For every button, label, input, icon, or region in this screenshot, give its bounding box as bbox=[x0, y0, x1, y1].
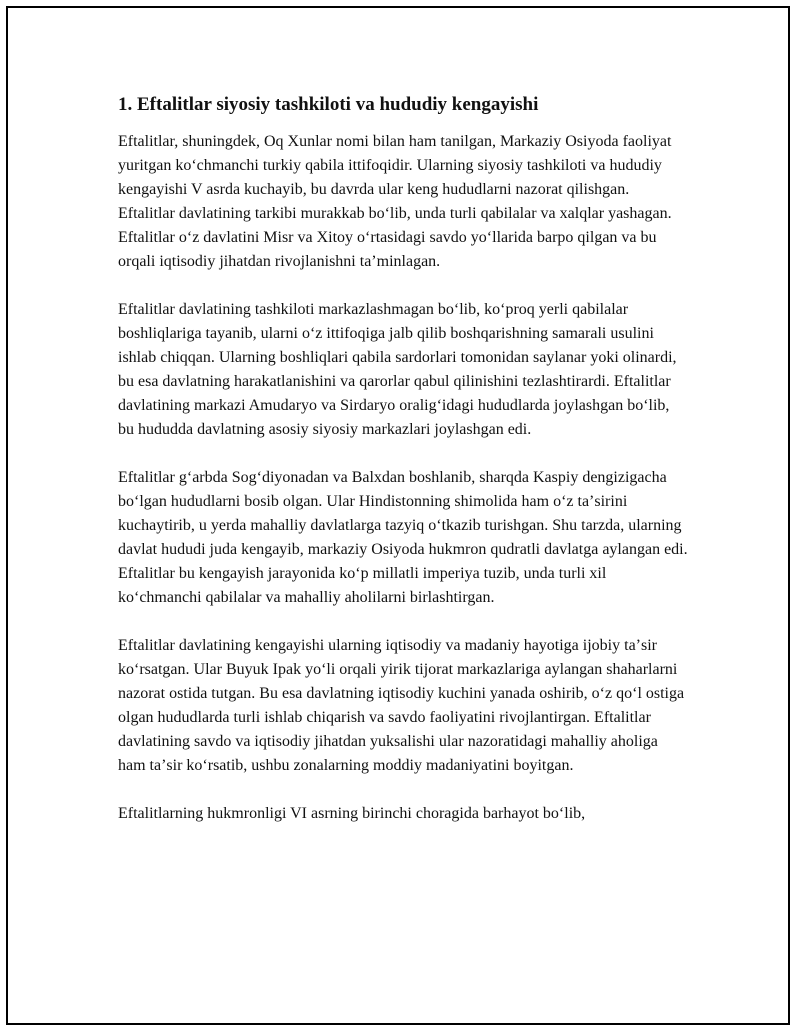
paragraph-2: Eftalitlar davlatining tashkiloti markazlashmagan boʻlib, koʻproq yerli qabilalar boshliqlariga tayanib, ularni oʻz ittifoqiga jalb qilib boshqarishning samarali usulini ishlab chiqqan. Ularning boshliqlari qabila sardorlari tomonidan saylanar yoki olinardi, bu esa davlatning harakatlanishini va qarorlar qabul qilinishini tezlashtirardi. Eftalitlar davlatining markazi Amudaryo va Sirdaryo oraligʻidagi hududlarda joylashgan boʻlib, bu hududda davlatning asosiy siyosiy markazlari joylashgan edi. bbox=[118, 301, 677, 438]
paragraph-1: Eftalitlar, shuningdek, Oq Xunlar nomi bilan ham tanilgan, Markaziy Osiyoda faoliyat yuritgan koʻchmanchi turkiy qabila ittifoqidir. Ularning siyosiy tashkiloti va hududiy kengayishi V asrda kuchayib, bu davrda ular keng hududlarni nazorat qilishgan. Eftalitlar davlatining tarkibi murakkab boʻlib, unda turli qabilalar va xalqlar yashagan. Eftalitlar oʻz davlatini Misr va Xitoy oʻrtasidagi savdo yoʻllarida barpo qilgan va bu orqali iqtisodiy jihatdan rivojlanishni taʼminlagan. bbox=[118, 133, 672, 270]
paragraph-3: Eftalitlar gʻarbda Sogʻdiyonadan va Balxdan boshlanib, sharqda Kaspiy dengizigacha boʻlgan hududlarni bosib olgan. Ular Hindistonning shimolida ham oʻz taʼsirini kuchaytirib, u yerda mahalliy davlatlarga tazyiq oʻtkazib turishgan. Shu tarzda, ularning davlat hududi juda kengayib, markaziy Osiyoda hukmron qudratli davlatga aylangan edi. Eftalitlar bu kengayish jarayonida koʻp millatli imperiya tuzib, unda turli xil koʻchmanchi qabilalar va mahalliy aholilarni birlashtirgan. bbox=[118, 469, 688, 606]
document-body bbox=[118, 92, 688, 826]
paragraph-5: Eftalitlarning hukmronligi VI asrning birinchi choragida barhayot boʻlib, bbox=[118, 805, 586, 822]
section-heading: 1. Eftalitlar siyosiy tashkiloti va hududiy kengayishi bbox=[118, 94, 539, 115]
paragraph-4: Eftalitlar davlatining kengayishi ularning iqtisodiy va madaniy hayotiga ijobiy taʼsir koʻrsatgan. Ular Buyuk Ipak yoʻli orqali yirik tijorat markazlariga aylangan shaharlarni nazorat ostida tutgan. Bu esa davlatning iqtisodiy kuchini yanada oshirib, oʻz qoʻl ostiga olgan hududlarda turli ishlab chiqarish va savdo faoliyatini rivojlantirgan. Eftalitlar davlatining savdo va iqtisodiy jihatdan yuksalishi ular nazoratidagi mahalliy aholiga ham taʼsir koʻrsatib, ushbu zonalarning moddiy madaniyatini boyitgan. bbox=[118, 637, 685, 774]
